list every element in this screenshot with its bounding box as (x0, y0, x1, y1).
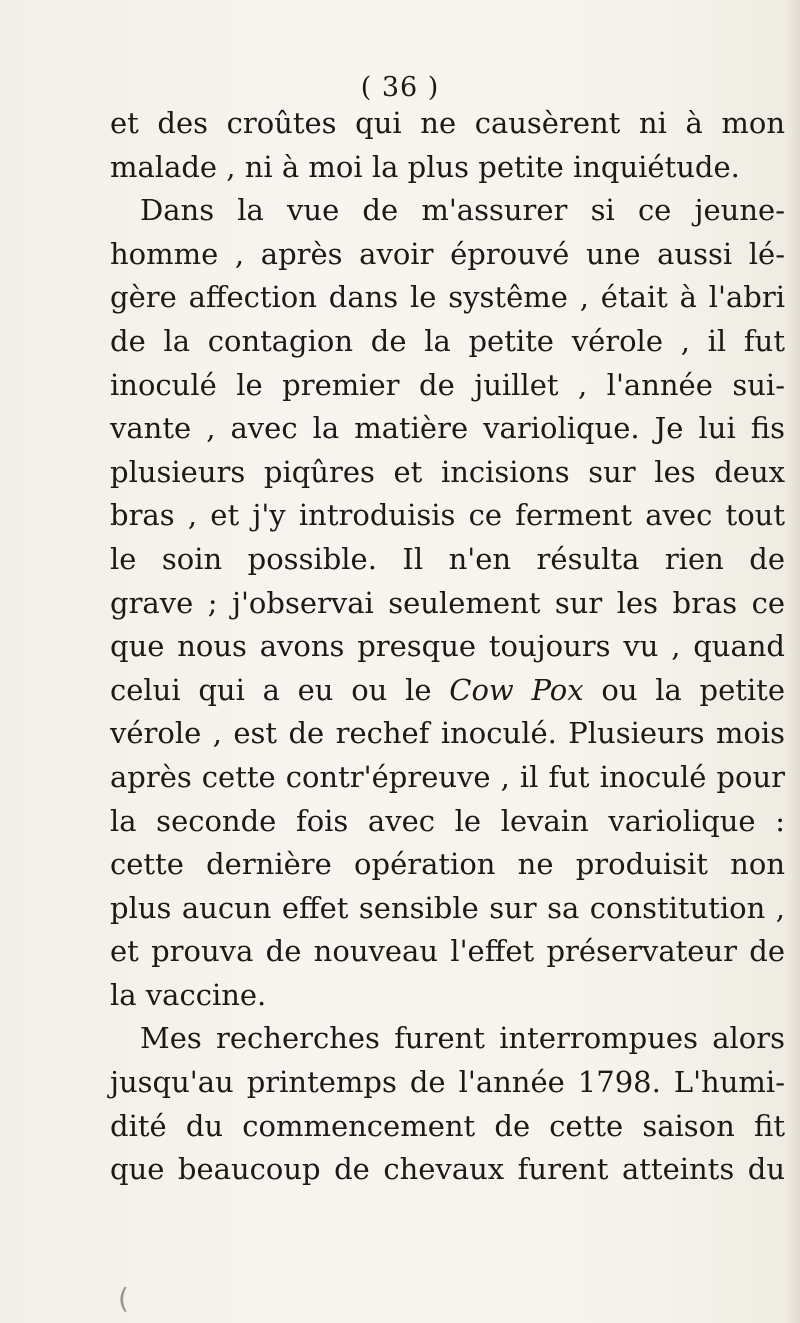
text-line: après cette contr'épreuve , il fut inoculé pour (110, 759, 785, 794)
text-line: grave ; j'observai seulement sur les bras ce (110, 585, 785, 620)
text-line: malade , ni à moi la plus petite inquiétude. (110, 149, 740, 184)
text-line: et des croûtes qui ne causèrent ni à mon (110, 106, 785, 140)
text-line: plusieurs piqûres et incisions sur les deux (110, 454, 785, 489)
text-line: celui qui a eu ou le Cow Pox ou la petite (110, 672, 785, 707)
text-line: la vaccine. (110, 977, 267, 1012)
text-line: et prouva de nouveau l'effet préservateur de (110, 934, 785, 969)
text-line: bras , et j'y introduisis ce ferment avec tout (110, 498, 785, 533)
text-line: que nous avons presque toujours vu , quand (110, 629, 785, 664)
text-line: cette dernière opération ne produisit non (110, 847, 785, 882)
text-line: de la contagion de la petite vérole , il fut (110, 323, 785, 358)
text-line: plus aucun effet sensible sur sa constitution , (110, 890, 785, 925)
text-line: inoculé le premier de juillet , l'année sui- (110, 367, 785, 402)
margin-mark: ( (118, 1282, 129, 1315)
text-line: jusqu'au printemps de l'année 1798. L'humi- (110, 1065, 785, 1100)
page-number: ( 36 ) (360, 72, 440, 103)
text-line: vérole , est de rechef inoculé. Plusieurs mois (110, 716, 785, 751)
text-line: que beaucoup de chevaux furent atteints du (110, 1152, 785, 1187)
text-line: la seconde fois avec le levain variolique : (110, 803, 785, 838)
body-text (110, 102, 785, 1192)
text-line: homme , après avoir éprouvé une aussi lé- (110, 236, 785, 271)
text-line: Mes recherches furent interrompues alors (140, 1021, 785, 1056)
text-line: le soin possible. Il n'en résulta rien de (110, 541, 785, 576)
italic-term: Cow Pox (449, 672, 584, 707)
text-line: gère affection dans le systême , était à l'abri (110, 280, 785, 315)
text-line: dité du commencement de cette saison fit (110, 1108, 785, 1143)
text-line: Dans la vue de m'assurer si ce jeune- (140, 193, 785, 228)
page-edge-shadow (786, 0, 800, 1323)
text-line: vante , avec la matière variolique. Je lui fis (110, 411, 785, 446)
